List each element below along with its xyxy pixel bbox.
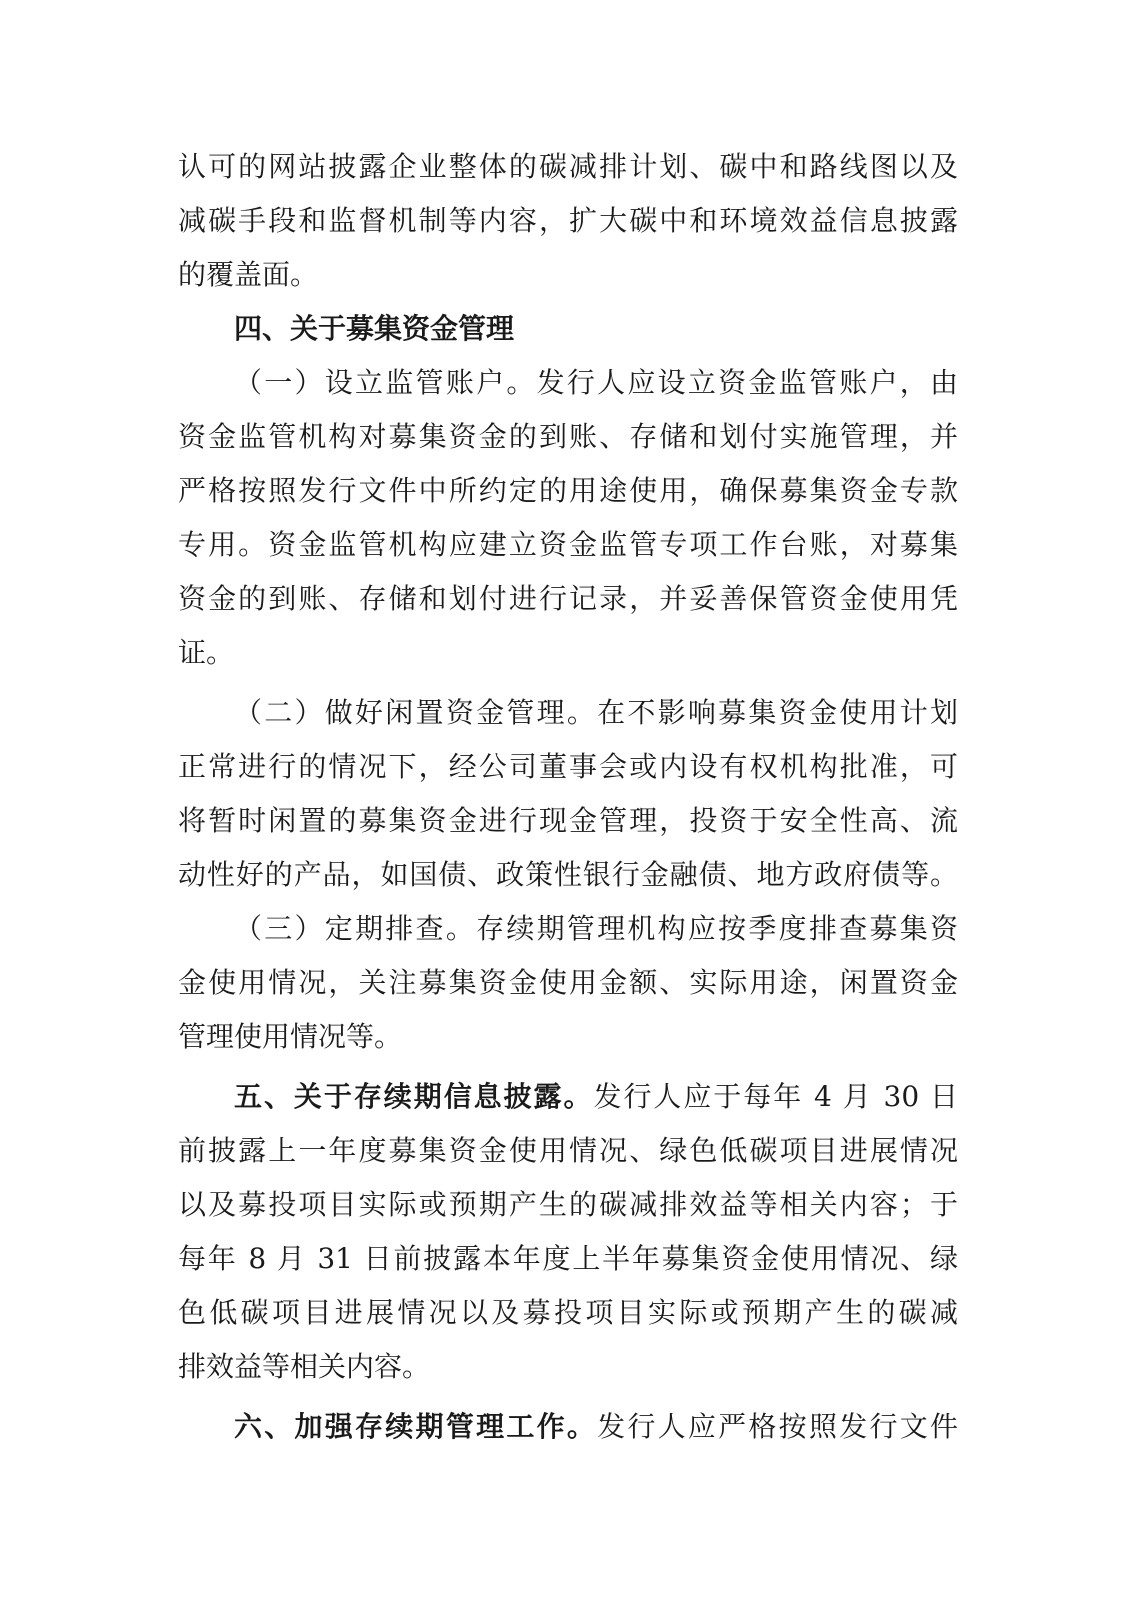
text-line: （二）做好闲置资金管理。在不影响募集资金使用计划 (234, 696, 958, 729)
text-line (178, 1400, 958, 1454)
text-line: 认可的网站披露企业整体的碳减排计划、碳中和路线图以及 (178, 150, 958, 183)
text-line: 每年 8 月 31 日前披露本年度上半年募集资金使用情况、绿 (178, 1242, 958, 1275)
text-line: 金使用情况，关注募集资金使用金额、实际用途，闲置资金 (178, 966, 958, 999)
paragraph-duration-management (178, 1400, 958, 1454)
text-line: 资金监管机构对募集资金的到账、存储和划付实施管理，并 (178, 420, 958, 453)
text-fragment: 发行人应于每年 4 月 30 日 (593, 1080, 958, 1113)
text-line: 的覆盖面。 (178, 258, 319, 291)
text-line: 前披露上一年度募集资金使用情况、绿色低碳项目进展情况 (178, 1134, 958, 1167)
document-page (178, 140, 958, 1454)
text-line: （三）定期排查。存续期管理机构应按季度排查募集资 (234, 912, 958, 945)
text-line: 排效益等相关内容。 (178, 1350, 431, 1383)
paragraph-supervision-account (178, 356, 958, 680)
text-line: 管理使用情况等。 (178, 1020, 403, 1053)
section-heading-duration: 六、加强存续期管理工作。 (234, 1410, 598, 1443)
text-line (178, 1070, 958, 1124)
section-heading-disclosure: 五、关于存续期信息披露。 (234, 1080, 594, 1113)
paragraph-periodic-check (178, 902, 958, 1064)
text-line: 专用。资金监管机构应建立资金监管专项工作台账，对募集 (178, 528, 958, 561)
text-line: 将暂时闲置的募集资金进行现金管理，投资于安全性高、流 (178, 804, 958, 837)
paragraph-disclosure (178, 1070, 958, 1394)
text-fragment: 发行人应严格按照发行文件 (597, 1410, 958, 1443)
text-line: 以及募投项目实际或预期产生的碳减排效益等相关内容；于 (178, 1188, 958, 1221)
text-line: 色低碳项目进展情况以及募投项目实际或预期产生的碳减 (178, 1296, 958, 1329)
text-line: 动性好的产品，如国债、政策性银行金融债、地方政府债等。 (178, 858, 958, 891)
paragraph-carbon-disclosure (178, 140, 958, 302)
text-line: （一）设立监管账户。发行人应设立资金监管账户，由 (234, 366, 958, 399)
text-line: 减碳手段和监督机制等内容，扩大碳中和环境效益信息披露 (178, 204, 958, 237)
text-line: 证。 (178, 636, 235, 669)
text-line: 严格按照发行文件中所约定的用途使用，确保募集资金专款 (178, 474, 958, 507)
paragraph-idle-funds (178, 686, 958, 902)
text-line: 资金的到账、存储和划付进行记录，并妥善保管资金使用凭 (178, 582, 958, 615)
section-heading-fund-management: 四、关于募集资金管理 (234, 312, 515, 345)
text-line: 正常进行的情况下，经公司董事会或内设有权机构批准，可 (178, 750, 958, 783)
